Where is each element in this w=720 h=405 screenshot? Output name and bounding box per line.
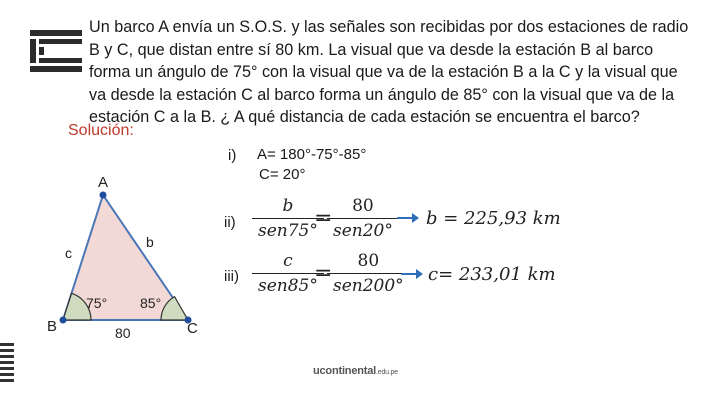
vertex-a-dot	[100, 192, 107, 199]
angle-b-label: 75°	[86, 295, 108, 311]
step-2-numerator-left: b	[282, 196, 294, 216]
step-3-numerator-left: c	[283, 251, 293, 271]
footer-brand	[313, 365, 398, 377]
step-3-fraction-right	[327, 251, 410, 296]
step-2-result-text: b = 225,93 km	[426, 208, 561, 229]
problem-line: B y C, que distan entre sí 80 km. La visual que va desde la estación B al barco	[89, 40, 654, 59]
step-3-equals: =	[314, 261, 333, 286]
step-2-result	[426, 208, 561, 229]
angle-c-label: 85°	[140, 295, 162, 311]
step-3-numeral: iii)	[224, 268, 239, 285]
side-a-label: 80	[115, 325, 131, 341]
problem-line: Un barco A envía un S.O.S. y las señales son recibidas por dos estaciones de radio	[89, 18, 689, 36]
step-3-arrow-icon	[400, 267, 424, 281]
step-1-line-1: A= 180°-75°-85°	[257, 146, 367, 163]
step-3-denominator-left: sen85°	[252, 273, 324, 296]
side-stripes-decoration	[0, 343, 14, 383]
problem-line: va desde la estación C al barco forma un ángulo de 85° con la visual que va de la	[89, 85, 675, 104]
vertex-b-dot	[60, 317, 67, 324]
step-2-denominator-left: sen75°	[252, 218, 324, 241]
step-3-numerator-right: 80	[357, 251, 380, 271]
footer-brand-name: ucontinental	[313, 365, 376, 377]
vertex-b-label: B	[47, 318, 58, 335]
problem-line: estación C a la B. ¿ A qué distancia de cada estación se encuentra el barco?	[89, 108, 640, 126]
step-3-result-text: c= 233,01 km	[428, 264, 556, 285]
triangle-diagram	[40, 165, 220, 345]
side-b-label: b	[146, 234, 154, 250]
step-1-numeral: i)	[228, 147, 237, 164]
step-2-equals: =	[314, 206, 333, 231]
step-3-denominator-right: sen200°	[327, 273, 410, 296]
step-1-line-2: C= 20°	[259, 166, 306, 183]
problem-statement	[89, 16, 699, 129]
step-3-result	[428, 264, 556, 285]
footer-brand-suffix: .edu.pe	[376, 369, 398, 376]
solution-label: Solución:	[68, 122, 134, 139]
step-2-fraction-right	[327, 196, 399, 241]
step-2-denominator-right: sen20°	[327, 218, 399, 241]
university-logo	[30, 30, 86, 72]
step-2-numerator-right: 80	[352, 196, 374, 216]
step-2-arrow-icon	[396, 211, 420, 225]
vertex-a-label: A	[98, 174, 109, 191]
vertex-c-label: C	[187, 320, 198, 337]
side-c-label: c	[65, 245, 72, 261]
step-2-numeral: ii)	[224, 214, 236, 231]
problem-line: forma un ángulo de 75° con la visual que va de la estación B a la C y la visual que	[89, 63, 678, 81]
